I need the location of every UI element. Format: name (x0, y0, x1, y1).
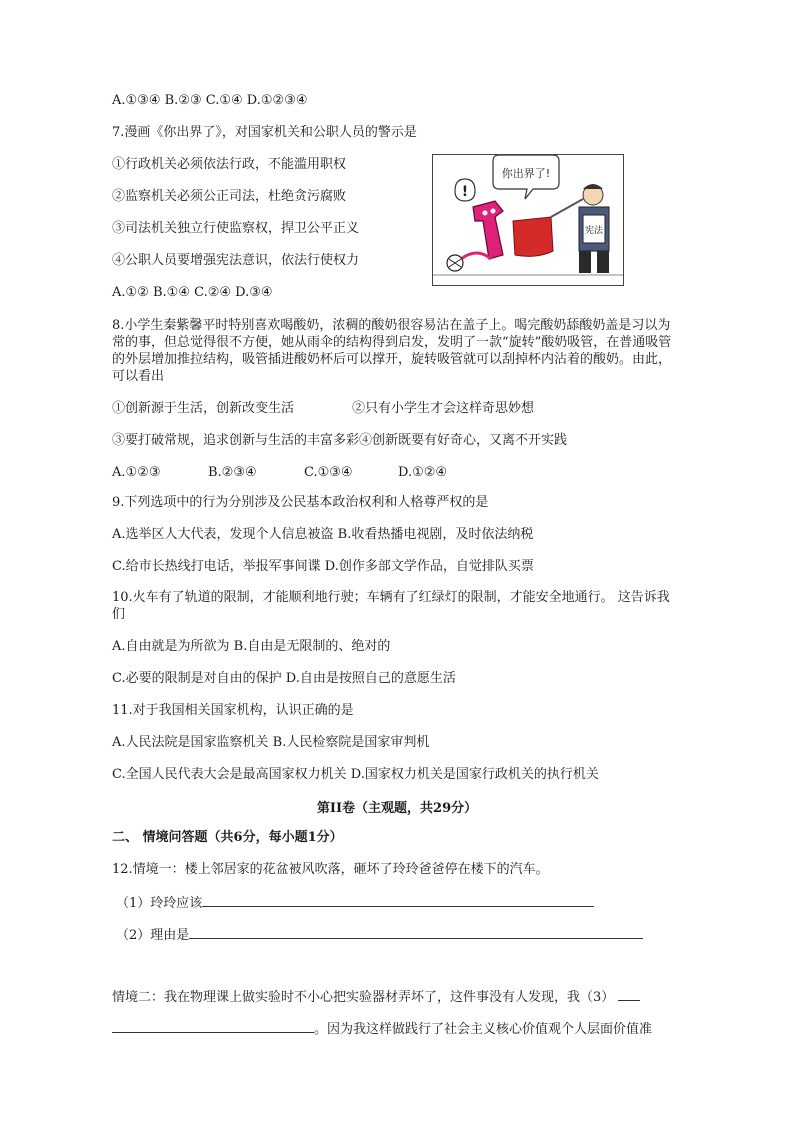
q7-stem: 7.漫画《你出界了》，对国家机关和公职人员的警示是 (112, 125, 417, 140)
q12-sub-2-label: （2）理由是 (116, 928, 190, 943)
comic-sign-text: 宪法 (584, 226, 604, 236)
q12-sub-1-label: （1）玲玲应该 (116, 896, 203, 911)
q8-option-c: C.①③④ (304, 465, 353, 480)
comic-exclaim: ! (461, 184, 469, 200)
answer-blank-1[interactable] (202, 893, 594, 907)
q11-stem: 11.对于我国相关国家机构，认识正确的是 (112, 703, 354, 718)
q6-options: A.①③④ B.②③ C.①④ D.①②③④ (112, 93, 308, 108)
section-2-title: 第II卷（主观题，共29分） (316, 801, 478, 816)
q8-items-3-4: ③要打破常规，追求创新与生活的丰富多彩④创新既要有好奇心，又离不开实践 (112, 433, 568, 448)
part-2-heading: 二、 情境问答题（共6分，每小题1分） (112, 830, 343, 845)
q9-options-ab: A.选举区人大代表，发现个人信息被盗 B.收看热播电视剧，及时依法纳税 (112, 527, 534, 542)
answer-blank-2[interactable] (189, 925, 643, 939)
q8-stem: 8.小学生秦紫馨平时特别喜欢喝酸奶，浓稠的酸奶很容易沾在盖子上。喝完酸奶舔酸奶盖是习以为常的事，但总觉得很不方便，她从雨伞的结构得到启发，发明了一款“旋转”酸奶吸管，在普通吸管的外层增加推拉结构，吸管插进酸奶杯后可以撑开，旋转吸管就可以刮掉杯内沾着的酸奶。由此，可以看出 (112, 318, 672, 384)
q12-sub-1 (116, 893, 594, 913)
q9-stem: 9.下列选项中的行为分别涉及公民基本政治权利和人格尊严权的是 (112, 495, 489, 510)
q11-options-ab: A.人民法院是国家监察机关 B.人民检察院是国家审判机 (112, 735, 430, 750)
comic-drawing (433, 155, 623, 285)
comic-illustration (432, 154, 624, 286)
q7-item-1: ①行政机关必须依法行政，不能滥用职权 (112, 157, 347, 172)
q7-item-3: ③司法机关独立行使监察权，捍卫公平正义 (112, 221, 360, 236)
q8-item-1: ①创新源于生活，创新改变生活 (112, 401, 295, 416)
q12-scene-2-text: 情境二：我在物理课上做实验时不小心把实验器材弄坏了，这件事没有人发现，我（3） (112, 990, 615, 1005)
comic-bubble-text: 你出界了! (501, 167, 551, 180)
q12-scene-2-continuation: 。因为我这样做践行了社会主义核心价值观个人层面价值准 (314, 1022, 653, 1037)
q9-options-cd: C.给市长热线打电话，举报军事间谍 D.创作多部文学作品，自觉排队买票 (112, 559, 534, 574)
q12-scene-2-line-2 (112, 1019, 652, 1039)
q10-options-ab: A.自由就是为所欲为 B.自由是无限制的、绝对的 (112, 639, 391, 654)
q7-item-4: ④公职人员要增强宪法意识，依法行使权力 (112, 253, 360, 268)
q11-options-cd: C.全国人民代表大会是最高国家权力机关 D.国家权力机关是国家行政机关的执行机关 (112, 767, 599, 782)
q10-options-cd: C.必要的限制是对自由的保护 D.自由是按照自己的意愿生活 (112, 671, 456, 686)
q8-option-b: B.②③④ (208, 465, 257, 480)
answer-blank-3b[interactable] (112, 1019, 314, 1033)
q8-option-a: A.①②③ (112, 465, 161, 480)
answer-blank-3a[interactable] (618, 987, 640, 1001)
q8-item-2: ②只有小学生才会这样奇思妙想 (352, 401, 535, 416)
q7-options: A.①② B.①④ C.②④ D.③④ (112, 285, 273, 300)
q12-scene-1: 12.情境一：楼上邻居家的花盆被风吹落，砸坏了玲玲爸爸停在楼下的汽车。 (112, 862, 549, 877)
q12-scene-2-line-1 (112, 987, 640, 1007)
q10-stem: 10.火车有了轨道的限制，才能顺利地行驶；车辆有了红绿灯的限制，才能安全地通行。 这告诉我们 (112, 590, 670, 622)
q12-sub-2 (116, 925, 643, 945)
q8-option-d: D.①②④ (398, 465, 448, 480)
q7-item-2: ②监察机关必须公正司法，杜绝贪污腐败 (112, 189, 347, 204)
